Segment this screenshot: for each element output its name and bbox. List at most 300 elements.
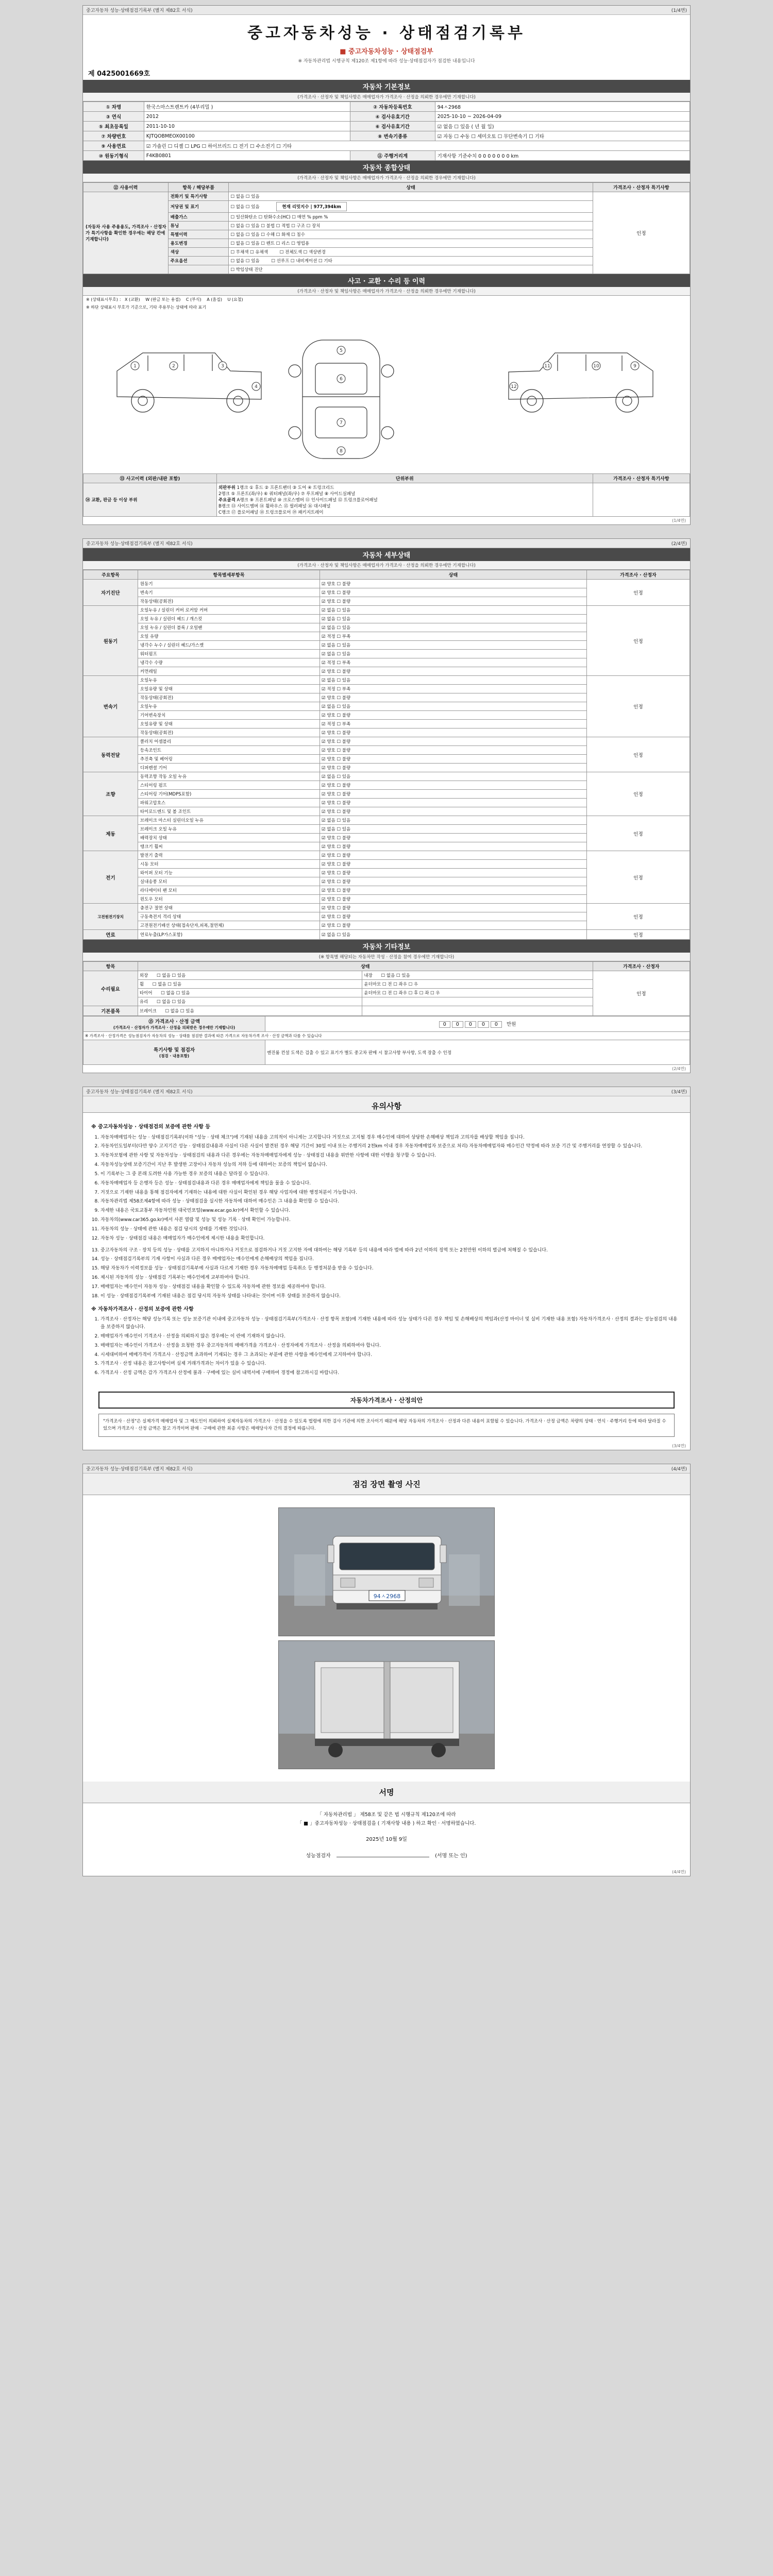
accident-text-5: ⑰ 플로어패널 ⑱ 트렁크플로어 ⑲ 패키지트레이 bbox=[231, 510, 324, 515]
overall-state-6-opts[interactable]: ☐ 없음 ☐ 있음 ☐ 렌트 ☐ 리스 ☐ 영업용 bbox=[230, 241, 310, 246]
table-row bbox=[83, 131, 690, 141]
overall-section-note: (가격조사 · 산정자 및 책임사항은 매매업자가 가격조사 · 산정을 의뢰한 경우에만 기재합니다) bbox=[83, 174, 690, 182]
detail-table bbox=[83, 570, 690, 940]
detail-item: 브레이크 오일 누유 bbox=[138, 825, 320, 834]
detail-item: 구동축전지 격리 상태 bbox=[138, 912, 320, 921]
overall-item-7: 색상 bbox=[168, 248, 229, 257]
list-item: 14. 성능 · 상태점검기록부의 기재 사항이 사실과 다른 경우 매매업자는 매수인에게 손해배상의 책임을 집니다. bbox=[100, 1256, 682, 1263]
notice-list-2 bbox=[91, 1247, 682, 1300]
notice-body bbox=[83, 1113, 690, 1386]
price-head-label: ⑮ 가격조사 · 산정 금액 bbox=[148, 1019, 200, 1025]
detail-state[interactable]: ☑ 양호 ☐ 불량 bbox=[320, 667, 587, 676]
detail-state[interactable]: ☑ 양호 ☐ 불량 bbox=[320, 851, 587, 860]
overall-state-7-extra[interactable]: ☐ 전체도색 ☐ 색상변경 bbox=[279, 250, 326, 255]
detail-state[interactable]: ☑ 양호 ☐ 불량 bbox=[320, 912, 587, 921]
svg-text:5: 5 bbox=[340, 348, 343, 353]
detail-item: 발전기 출력 bbox=[138, 851, 320, 860]
signature-role-label: 성능점검자 bbox=[306, 1853, 331, 1859]
detail-item: 작동상태(공회전) bbox=[138, 693, 320, 702]
list-item: 13. 중고자동차의 구조 · 장치 등의 성능 · 상태를 고지하지 아니하거나 거짓으로 점검하거나 거짓 고지한 자에 대하여는 해당 기록부 등의 내용에 따라 법에 따라 2년 이하의 징역 또는 2천만원 이하의 벌금에 처해질 수 있습니다. bbox=[100, 1247, 682, 1255]
table-row bbox=[83, 580, 690, 588]
list-item: 3. 매매업자는 매수인이 가격조사 · 산정을 요청한 경우 중고자동차의 매매가격을 가격조사 · 산정자에게 가격조사 · 산정을 의뢰하여야 합니다. bbox=[100, 1342, 682, 1350]
basic-value-7[interactable]: KJTQOBMEOX00100 bbox=[144, 131, 350, 141]
detail-item: 고전원전기배선 상태(접속단자,피복,절연체) bbox=[138, 921, 320, 930]
detail-item: 윈도우 모터 bbox=[138, 895, 320, 904]
table-row bbox=[83, 122, 690, 131]
detail-state[interactable]: ☑ 없음 ☐ 있음 bbox=[320, 623, 587, 632]
accident-section-title: 사고 · 교환 · 수리 등 이력 bbox=[83, 274, 690, 287]
accident-text-2: ⑤ 프론트(좌/우) ⑥ 쿼터패널(좌/우) ⑦ 루프패널 ⑧ 사이드실패널 bbox=[231, 492, 356, 497]
overall-item-1: 전화기 및 특기사항 bbox=[168, 192, 229, 201]
table-row bbox=[83, 112, 690, 122]
list-item: 9. 자세한 내용은 국토교통부 자동차민원 대국민포털(www.ecar.go.kr)에서 확인할 수 있습니다. bbox=[100, 1207, 682, 1215]
accident-rank-row bbox=[219, 490, 591, 497]
overall-state-2-opts[interactable]: ☐ 없음 ☐ 있음 bbox=[230, 205, 260, 210]
detail-state[interactable]: ☑ 양호 ☐ 불량 bbox=[320, 764, 587, 772]
overall-col-sign: 가격조사 · 산정자 특기사항 bbox=[593, 183, 690, 192]
accident-text-4: ⑬ 사이드멤버 ⑭ 휠하우스 ⑮ 필러패널 ⑯ 대시패널 bbox=[231, 504, 331, 509]
detail-state[interactable]: ☑ 양호 ☐ 불량 bbox=[320, 597, 587, 606]
detail-item: 냉각수 누수 / 실린더 헤드/가스켓 bbox=[138, 641, 320, 650]
accident-group-3: 주요골격 bbox=[218, 498, 236, 503]
basic-value-11[interactable]: 기재사항 기준수치 0 0 0 0 0 0 0 km bbox=[435, 151, 690, 161]
overall-use-note: (자동차 사용 주용용도, 가격조사 · 산정자가 특기사항을 확인한 경우에는 해당 칸에 기재합니다) bbox=[83, 192, 169, 274]
detail-sign: 인정 bbox=[586, 816, 690, 851]
table-row bbox=[83, 1040, 690, 1065]
detail-state[interactable]: ☑ 양호 ☐ 불량 bbox=[320, 790, 587, 799]
etc-state[interactable]: ☐ 없음 ☐ 있음 bbox=[157, 973, 186, 978]
detail-state[interactable]: ☑ 없음 ☐ 있음 bbox=[320, 702, 587, 711]
detail-state[interactable]: ☑ 없음 ☐ 있음 bbox=[320, 650, 587, 658]
list-item: 7. 거짓으로 기재한 내용을 통해 점검자에게 기재하는 내용에 대한 사실이 확인된 경우 해당 사업자에 대한 행정처분이 가능합니다. bbox=[100, 1189, 682, 1197]
etc-state[interactable]: ☐ 없음 ☐ 있음 bbox=[152, 982, 182, 987]
basic-value-5[interactable]: 2011-10-10 bbox=[144, 122, 350, 131]
etc-label: 타이어 bbox=[139, 991, 153, 996]
basic-value-1[interactable]: 한국스마스트렌트카 (4부리밀 ) bbox=[144, 102, 350, 112]
detail-state[interactable]: ☑ 양호 ☐ 불량 bbox=[320, 869, 587, 877]
price-digit-3[interactable]: 0 bbox=[465, 1021, 476, 1028]
overall-item-6: 용도변경 bbox=[168, 239, 229, 248]
accident-text-1: ① 후드 ② 프론트팬더 ③ 도어 ④ 트렁크리드 bbox=[249, 485, 334, 490]
detail-group-engine: 원동기 bbox=[83, 606, 138, 676]
detail-item: 파워고압호스 bbox=[138, 799, 320, 807]
notice-list-1 bbox=[91, 1134, 682, 1243]
accident-rank-row bbox=[219, 509, 591, 515]
detail-item: 와이퍼 모터 기능 bbox=[138, 869, 320, 877]
detail-item: 작동상태(공회전) bbox=[138, 728, 320, 737]
detail-state[interactable]: ☑ 양호 ☐ 불량 bbox=[320, 921, 587, 930]
etc-cell2[interactable]: 윤더마모 ☐ 전 ☐ 좌우 ☐ 후 ☐ 좌 ☐ 우 bbox=[362, 989, 593, 997]
list-item: 16. 제시된 자동차의 성능 · 상태점검 기록부는 매수인에게 교부하여야 합니다. bbox=[100, 1274, 682, 1282]
list-item: 10. 자동차의(www.car365.go.kr)에서 사본 열람 및 성능 및 성능 기록 · 상태 확인이 가능합니다. bbox=[100, 1216, 682, 1224]
list-item: 5. 이 기록부는 그 중 본래 도려한 사용 가능한 경우 보증의 내용은 달라질 수 있습니다. bbox=[100, 1171, 682, 1178]
detail-state[interactable]: ☑ 양호 ☐ 불량 bbox=[320, 904, 587, 912]
overall-state-6[interactable] bbox=[229, 239, 593, 248]
detail-col-state: 상태 bbox=[320, 570, 587, 580]
detail-state[interactable]: ☑ 적정 ☐ 부족 bbox=[320, 632, 587, 641]
photos-section-title: 점검 장면 촬영 사진 bbox=[83, 1473, 690, 1495]
basic-value-8[interactable]: ☑ 자동 ☐ 수동 ☐ 세미오토 ☐ 무단변속기 ☐ 기타 bbox=[435, 131, 690, 141]
price-digit-1[interactable]: 0 bbox=[439, 1021, 450, 1028]
page-3-footer: (3/4면) bbox=[672, 1444, 686, 1449]
basic-label-1: ① 차명 bbox=[83, 102, 144, 112]
etc-cell2[interactable]: 윤더마모 ☐ 전 ☐ 좌우 ☐ 우 bbox=[362, 980, 593, 989]
basic-label-7: ⑦ 차량번호 bbox=[83, 131, 144, 141]
table-header-row bbox=[83, 183, 690, 192]
overall-state-4[interactable]: ☐ 없음 ☐ 있음 ☐ 불법 ☐ 적법 ☐ 구조 ☐ 장치 bbox=[229, 222, 593, 230]
overall-item-3: 배출가스 bbox=[168, 213, 229, 222]
detail-state[interactable]: ☑ 양호 ☐ 불량 bbox=[320, 781, 587, 790]
left-side-outline bbox=[117, 353, 261, 399]
page-1-footer: (1/4면) bbox=[672, 518, 686, 523]
detail-group-highvoltage: 고전원전기장치 bbox=[83, 904, 138, 930]
detail-item: 오일유량 및 상태 bbox=[138, 685, 320, 693]
svg-text:9: 9 bbox=[633, 364, 636, 369]
etc-label2: 내장 bbox=[364, 973, 373, 978]
overall-sign: 인정 bbox=[593, 192, 690, 274]
page-4-topbar bbox=[83, 1464, 690, 1473]
truck-front-photo-svg bbox=[279, 1508, 495, 1636]
accident-text-3: ⑨ 프론트패널 ⑩ 크로스멤버 ⑪ 인사이드패널 ⑫ 트렁크플로어패널 bbox=[249, 498, 378, 503]
svg-text:6: 6 bbox=[340, 377, 343, 382]
etc-cell[interactable] bbox=[138, 971, 362, 980]
overall-state-8-opts[interactable]: ☐ 없음 ☐ 있음 bbox=[230, 259, 260, 264]
detail-sign: 인정 bbox=[586, 851, 690, 904]
detail-state[interactable]: ☑ 없음 ☐ 있음 bbox=[320, 615, 587, 623]
truck-rear-photo[interactable] bbox=[278, 1640, 495, 1769]
detail-item: 오일누유 / 실린더 커버 로커암 커버 bbox=[138, 606, 320, 615]
price-digit-5[interactable]: 0 bbox=[491, 1021, 502, 1028]
accident-section-note: (가격조사 · 산정자 및 책임사항은 매매업자가 가격조사 · 산정을 의뢰한 경우에만 기재합니다) bbox=[83, 287, 690, 296]
accident-detail-table bbox=[83, 473, 690, 517]
notice-heading-2: ※ 자동차가격조사 · 산정의 보증에 관한 사항 bbox=[91, 1306, 194, 1312]
svg-text:1: 1 bbox=[133, 364, 137, 369]
detail-state[interactable]: ☑ 양호 ☐ 불량 bbox=[320, 693, 587, 702]
etc-state[interactable]: ☐ 없음 ☐ 있음 bbox=[165, 1009, 194, 1014]
svg-text:7: 7 bbox=[340, 420, 343, 426]
detail-state[interactable]: ☑ 양호 ☐ 불량 bbox=[320, 895, 587, 904]
page-1 bbox=[82, 5, 691, 525]
detail-item: 라디에이터 팬 모터 bbox=[138, 886, 320, 895]
detail-state[interactable]: ☑ 없음 ☐ 있음 bbox=[320, 816, 587, 825]
detail-state[interactable]: ☑ 양호 ☐ 불량 bbox=[320, 807, 587, 816]
table-row bbox=[83, 483, 690, 517]
etc-group-repair: 수리필요 bbox=[83, 971, 138, 1006]
overall-state-9[interactable]: ☐ 박임상태 진단 bbox=[229, 265, 593, 274]
overall-state-5[interactable] bbox=[229, 230, 593, 239]
detail-state[interactable]: ☑ 양호 ☐ 불량 bbox=[320, 886, 587, 895]
overall-state-7-opts[interactable]: ☐ 무채색 ☐ 유채색 bbox=[230, 250, 268, 255]
detail-group-fuel: 연료 bbox=[83, 930, 138, 940]
table-row bbox=[83, 1032, 690, 1040]
basic-value-9[interactable]: ☑ 가솔린 ☐ 디젤 ☐ LPG ☐ 하이브리드 ☐ 전기 ☐ 수소전기 ☐ 기타 bbox=[144, 141, 690, 151]
overall-item-9 bbox=[168, 265, 229, 274]
price-table bbox=[83, 1016, 690, 1065]
price-unit: 만원 bbox=[506, 1022, 516, 1027]
table-row bbox=[83, 737, 690, 746]
price-guide-box-body: "가격조사 · 산정"은 실제가격 매매업자 및 그 매도인이 의뢰하여 실제자동차의 가격조사 · 산정을 수 있도록 법령에 의한 검사 기관에 의한 조사이기 때문에 해당 자동차의 가격조사 · 산정과 다른 내용이 포함될 수 있습니다. 가격조사 · 산정 금액은 차량의 상태 · 연식 · 주행거리 등에 따라 달라질 수 있으며 가격조사 · 산정 금액은 참고 가격이며 판매 · 구매에 관한 최종 사항은 매매당사자 간의 결정에 따릅니다. bbox=[98, 1414, 675, 1437]
license-plate-text: 94ㅅ2968 bbox=[373, 1593, 401, 1600]
table-header-row bbox=[83, 570, 690, 580]
etc-state[interactable]: ☐ 없음 ☐ 있음 bbox=[157, 999, 186, 1005]
document-number-label: 제 bbox=[88, 70, 95, 78]
accident-group-1: 외판부위 bbox=[218, 485, 236, 490]
overall-state-7[interactable] bbox=[229, 248, 593, 257]
table-row bbox=[83, 851, 690, 860]
signature-body bbox=[83, 1803, 690, 1868]
table-header-row bbox=[83, 962, 690, 971]
page-3-topbar-left: 중고자동차 성능·상태점검기록부 (별지 제82호 서식) bbox=[86, 1090, 193, 1095]
list-item: 2. 자동차인도일부터(다만 양수 고지기간 성능 · 상태점검내용과 사실이 다른 사실이 발견된 경우 해당 기간이 30일 이내 또는 주행거리 2천km 이내 경우 자동차매매업자 보증으로 처리) 자동차매매업자와 매수인간 약정에 따라 보증 기간 및 주행거리를 연장할 수 있습니다. bbox=[100, 1143, 682, 1150]
special-note-label bbox=[83, 1040, 265, 1065]
list-item: 12. 자동차 성능 · 상태점검 내용은 매매업자가 매수인에게 제시한 내용을 확인합니다. bbox=[100, 1235, 682, 1243]
notice-list-3 bbox=[91, 1316, 682, 1377]
overall-state-5-opts[interactable]: ☐ 없음 ☐ 있음 ☐ 수해 ☐ 화재 ☐ 침수 bbox=[230, 232, 305, 238]
overall-state-8-extra[interactable]: ☐ 선루프 ☐ 내비게이션 ☐ 기타 bbox=[271, 259, 332, 264]
truck-front-photo[interactable] bbox=[278, 1507, 495, 1636]
form-code: 중고자동차 성능·상태점검기록부 (별지 제82호 서식) bbox=[86, 8, 193, 13]
detail-item: 추진축 및 베어링 bbox=[138, 755, 320, 764]
etc-cell[interactable] bbox=[138, 980, 362, 989]
accident-level-1: 1랭크 bbox=[237, 485, 248, 490]
price-head-note: (가격조사 · 산정자가 가격조사 · 산정을 의뢰받은 경우에만 기재합니다) bbox=[113, 1025, 236, 1030]
detail-state[interactable]: ☑ 양호 ☐ 불량 bbox=[320, 842, 587, 851]
detail-item: 기어변속장치 bbox=[138, 711, 320, 720]
detail-state[interactable]: ☑ 없음 ☐ 있음 bbox=[320, 930, 587, 940]
table-row bbox=[83, 772, 690, 781]
page-2 bbox=[82, 538, 691, 1073]
overall-col-state: 상태 bbox=[229, 183, 593, 192]
detail-group-transmission: 변속기 bbox=[83, 676, 138, 737]
notice-title: 유의사항 bbox=[83, 1096, 690, 1113]
detail-item: 오일유량 및 상태 bbox=[138, 720, 320, 728]
accident-level-4: B랭크 bbox=[218, 504, 230, 509]
overall-state-3[interactable]: ☐ 일산화탄소 ☐ 탄화수소(HC) ☐ 매연 % ppm % bbox=[229, 213, 593, 222]
vehicle-diagram-svg[interactable] bbox=[86, 314, 684, 469]
accident-parts-title: ⑭ 교환, 판금 등 이상 부위 bbox=[83, 483, 217, 517]
detail-section-title: 자동차 세부상태 bbox=[83, 548, 690, 561]
list-item: 2. 매매업자가 매수인이 기격조사 · 산정을 의뢰하지 않은 경우에는 이 란에 기재하지 않습니다. bbox=[100, 1333, 682, 1341]
etc-cell2[interactable] bbox=[362, 971, 593, 980]
accident-col-sign: 가격조사 · 산정자 특기사항 bbox=[593, 474, 690, 483]
basic-info-table bbox=[83, 101, 690, 161]
etc-state2[interactable]: ☐ 없음 ☐ 있음 bbox=[381, 973, 410, 978]
overall-state-8[interactable] bbox=[229, 257, 593, 265]
list-item: 3. 자동차보험에 관한 사항 및 자동차성능 · 상태점검의 내용과 다른 경우에는 자동차매매업자에게 성능 · 상태점검 내용을 위반한 사항에 대한 이행을 청구할 수 있습니다. bbox=[100, 1152, 682, 1160]
etc-col-state: 상태 bbox=[138, 962, 593, 971]
detail-item: 디퍼렌셜 기어 bbox=[138, 764, 320, 772]
detail-state[interactable]: ☑ 없음 ☐ 있음 bbox=[320, 825, 587, 834]
etc-cell[interactable] bbox=[138, 997, 362, 1006]
etc-cell2[interactable] bbox=[362, 1006, 593, 1016]
table-row bbox=[83, 816, 690, 825]
document-subtitle: ■ 중고자동차성능 · 상태점검부 bbox=[340, 48, 433, 56]
detail-item: 작동상태(공회전) bbox=[138, 597, 320, 606]
detail-item: 오일누유 bbox=[138, 676, 320, 685]
detail-state[interactable]: ☑ 없음 ☐ 있음 bbox=[320, 606, 587, 615]
accident-level-3: A랭크 bbox=[237, 498, 248, 503]
detail-state[interactable]: ☑ 양호 ☐ 불량 bbox=[320, 860, 587, 869]
detail-state[interactable]: ☑ 양호 ☐ 불량 bbox=[320, 877, 587, 886]
accident-level-5: C랭크 bbox=[218, 510, 230, 515]
basic-label-6: ⑥ 검사유효기간 bbox=[350, 122, 435, 131]
detail-item: 원동기 bbox=[138, 580, 320, 588]
table-row bbox=[83, 141, 690, 151]
accident-level-2: 2랭크 bbox=[218, 492, 230, 497]
table-row bbox=[83, 192, 690, 201]
overall-item-2: 저당권 및 표기 bbox=[168, 201, 229, 213]
detail-state[interactable]: ☑ 적정 ☐ 부족 bbox=[320, 685, 587, 693]
detail-state[interactable]: ☑ 적정 ☐ 부족 bbox=[320, 720, 587, 728]
etc-cell2[interactable] bbox=[362, 997, 593, 1006]
etc-label: 브레이크 bbox=[139, 1009, 157, 1014]
price-boxes-cell[interactable] bbox=[265, 1016, 690, 1032]
detail-state[interactable]: ☑ 양호 ☐ 불량 bbox=[320, 580, 587, 588]
etc-section-note: (※ 항목별 해당되는 자동차만 작성 · 산정을 참여 경우에만 기재합니다) bbox=[83, 953, 690, 961]
basic-value-2[interactable]: 94ㅅ2968 bbox=[435, 102, 690, 112]
document-number-value: 0425001669호 bbox=[97, 70, 150, 78]
detail-state[interactable]: ☑ 양호 ☐ 불량 bbox=[320, 588, 587, 597]
svg-text:12: 12 bbox=[511, 384, 517, 389]
detail-state[interactable]: ☑ 없음 ☐ 있음 bbox=[320, 641, 587, 650]
detail-col-sign: 가격조사 · 산정자 bbox=[586, 570, 690, 580]
detail-sign: 인정 bbox=[586, 930, 690, 940]
detail-item: 충전구 절연 상태 bbox=[138, 904, 320, 912]
detail-state[interactable]: ☑ 없음 ☐ 있음 bbox=[320, 772, 587, 781]
list-item: 6. 자동차매매업자 등 은행자 등은 성능 · 상태점검내용과 다른 경우 매매업자에게 책임을 물을 수 있습니다. bbox=[100, 1180, 682, 1188]
special-note-sub: (점검 · 내용포함) bbox=[159, 1054, 190, 1058]
detail-item: 스티어링 펌프 bbox=[138, 781, 320, 790]
etc-sign: 인정 bbox=[593, 971, 690, 1016]
truck-rear-photo-svg bbox=[279, 1641, 495, 1769]
detail-item: 배력장치 상태 bbox=[138, 834, 320, 842]
basic-label-10: ⑩ 원동기형식 bbox=[83, 151, 144, 161]
svg-text:8: 8 bbox=[340, 449, 343, 454]
page-indicator-3: (3/4면) bbox=[671, 1090, 687, 1095]
svg-text:3: 3 bbox=[221, 364, 224, 369]
detail-item: 오일 누유 / 실린더 블록 / 오일팬 bbox=[138, 623, 320, 632]
overall-item-8: 주요옵션 bbox=[168, 257, 229, 265]
table-row bbox=[83, 151, 690, 161]
detail-col-item: 항목별세부항목 bbox=[138, 570, 320, 580]
page-2-topbar-left: 중고자동차 성능·상태점검기록부 (별지 제82호 서식) bbox=[86, 541, 193, 547]
basic-value-4[interactable]: 2025-10-10 ~ 2026-04-09 bbox=[435, 112, 690, 122]
basic-value-10[interactable]: F4KB0801 bbox=[144, 151, 350, 161]
page-4 bbox=[82, 1464, 691, 1876]
price-digit-2[interactable]: 0 bbox=[452, 1021, 463, 1028]
basic-value-3[interactable]: 2012 bbox=[144, 112, 350, 122]
table-header-row bbox=[83, 474, 690, 483]
detail-item: 워터펌프 bbox=[138, 650, 320, 658]
signature-legal-line-2: 「 ■ 」중고자동차성능 · 상태점검을 ( 기재사항 내용 ) 하고 확인 · 서명하였습니다. bbox=[297, 1821, 476, 1827]
detail-item: 등속조인트 bbox=[138, 746, 320, 755]
basic-label-2: ② 자동차등록번호 bbox=[350, 102, 435, 112]
detail-item: 변속기 bbox=[138, 588, 320, 597]
detail-sign: 인정 bbox=[586, 737, 690, 772]
table-row bbox=[83, 904, 690, 912]
etc-col-sign: 가격조사 · 산정자 bbox=[593, 962, 690, 971]
page-1-topbar bbox=[83, 6, 690, 15]
detail-item: 실내송풍 모터 bbox=[138, 877, 320, 886]
detail-state[interactable]: ☑ 양호 ☐ 불량 bbox=[320, 711, 587, 720]
page-2-topbar bbox=[83, 539, 690, 548]
detail-state[interactable]: ☑ 양호 ☐ 불량 bbox=[320, 728, 587, 737]
special-note-value[interactable]: 엔진룸 컨설 도색은 검출 수 있고 표기가 별도 중고차 판매 시 참고사항 부사항, 도색 장출 수 인정 bbox=[265, 1040, 690, 1065]
etc-state[interactable]: ☐ 없음 ☐ 있음 bbox=[161, 991, 190, 996]
etc-group-basic: 기본품목 bbox=[83, 1006, 138, 1016]
overall-section-title: 자동차 종합상태 bbox=[83, 161, 690, 174]
signature-section-title: 서명 bbox=[83, 1782, 690, 1803]
etc-cell[interactable] bbox=[138, 1006, 362, 1016]
list-item: 4. 자동차성능상태 보증기간이 지난 후 발생한 고장이나 자동차 성능의 저하 등에 대하여는 보증의 책임이 없습니다. bbox=[100, 1161, 682, 1169]
list-item: 15. 해당 자동차가 이력정보를 성능 · 상태점검기록부에 사실과 다르게 기재한 경우 자동차매매업 등록취소 등 행정처분을 받을 수 있습니다. bbox=[100, 1265, 682, 1273]
detail-state[interactable]: ☑ 양호 ☐ 불량 bbox=[320, 834, 587, 842]
list-item: 18. 이 성능 · 상태점검기록부에 기재된 내용은 점검 당시의 자동차 상태를 나타내는 것이며 이후 상태를 보증하지 않습니다. bbox=[100, 1293, 682, 1300]
vehicle-diagram bbox=[83, 311, 690, 473]
list-item: 1. 자동차매매업자는 성능 · 상태점검기록부(이하 "성능 · 상태 체크")에 기재된 내용을 고의적이 아니게는 고지합니다 거짓으로 고지될 경우 매수인에 대하여 상당한 손해배상 책임과 고의자를 배상할 책임을 집니다. bbox=[100, 1134, 682, 1142]
accident-sign-cell[interactable] bbox=[593, 483, 690, 517]
basic-label-4: ④ 검사유효기간 bbox=[350, 112, 435, 122]
etc-col-item: 항목 bbox=[83, 962, 138, 971]
list-item: 11. 자동차의 성능 · 상태에 관한 내용은 점검 당시의 상태를 기재한 것입니다. bbox=[100, 1226, 682, 1233]
detail-item: 클러치 어셈블리 bbox=[138, 737, 320, 746]
table-row bbox=[83, 971, 690, 980]
table-row bbox=[83, 606, 690, 615]
table-row bbox=[83, 930, 690, 940]
mileage-box: 현재 리밋지수 | 977,394km bbox=[276, 202, 346, 211]
detail-state[interactable]: ☑ 없음 ☐ 있음 bbox=[320, 676, 587, 685]
overall-state-1[interactable]: ☐ 없음 ☐ 있음 bbox=[229, 192, 593, 201]
detail-state[interactable]: ☑ 양호 ☐ 불량 bbox=[320, 746, 587, 755]
detail-state[interactable]: ☑ 양호 ☐ 불량 bbox=[320, 737, 587, 746]
detail-state[interactable]: ☑ 적정 ☐ 부족 bbox=[320, 658, 587, 667]
detail-item: 오일 유량 bbox=[138, 632, 320, 641]
detail-state[interactable]: ☑ 양호 ☐ 불량 bbox=[320, 755, 587, 764]
list-item: 6. 가격조사 · 산정 금액은 감가 가격조사 산정에 불과 · 구매에 있는 실비 내역서에 구매하여 경정에 참고하시길 바랍니다. bbox=[100, 1369, 682, 1377]
accident-rank-row bbox=[219, 503, 591, 509]
detail-sign: 인정 bbox=[586, 580, 690, 606]
accident-parts-cell[interactable] bbox=[216, 483, 593, 517]
signature-date: 2025년 10월 9일 bbox=[366, 1837, 407, 1843]
detail-item: 타이로드엔드 및 볼 조인트 bbox=[138, 807, 320, 816]
page-indicator-4: (4/4면) bbox=[671, 1467, 687, 1472]
etc-cell[interactable] bbox=[138, 989, 362, 997]
etc-table bbox=[83, 961, 690, 1016]
detail-sign: 인정 bbox=[586, 904, 690, 930]
detail-group-electrical: 전기 bbox=[83, 851, 138, 904]
detail-col-main: 주요항목 bbox=[83, 570, 138, 580]
etc-section-title: 자동차 기타정보 bbox=[83, 940, 690, 953]
signature-row bbox=[92, 1852, 681, 1861]
basic-label-5: ⑤ 최초등록일 bbox=[83, 122, 144, 131]
detail-state[interactable]: ☑ 양호 ☐ 불량 bbox=[320, 799, 587, 807]
price-digit-4[interactable]: 0 bbox=[478, 1021, 489, 1028]
detail-sign: 인정 bbox=[586, 772, 690, 816]
basic-info-section-title: 자동차 기본정보 bbox=[83, 80, 690, 93]
table-row bbox=[83, 676, 690, 685]
detail-group-steering: 조향 bbox=[83, 772, 138, 816]
detail-item: 커먼레일 bbox=[138, 667, 320, 676]
overall-item-5: 특별이력 bbox=[168, 230, 229, 239]
overall-state-2[interactable] bbox=[229, 201, 593, 213]
accident-col-unit: 단위부위 bbox=[216, 474, 593, 483]
page-3-topbar bbox=[83, 1087, 690, 1096]
basic-label-8: ⑧ 변속기종류 bbox=[350, 131, 435, 141]
price-head bbox=[83, 1016, 265, 1032]
document-legal-note: ※ 자동차관리법 시행규칙 제120조 제1항에 따라 성능·상태점검자가 점검한 내용입니다 bbox=[298, 59, 475, 64]
photos-container bbox=[83, 1495, 690, 1782]
basic-value-6[interactable]: ☑ 없음 ☐ 있음 ( 년 월 일) bbox=[435, 122, 690, 131]
